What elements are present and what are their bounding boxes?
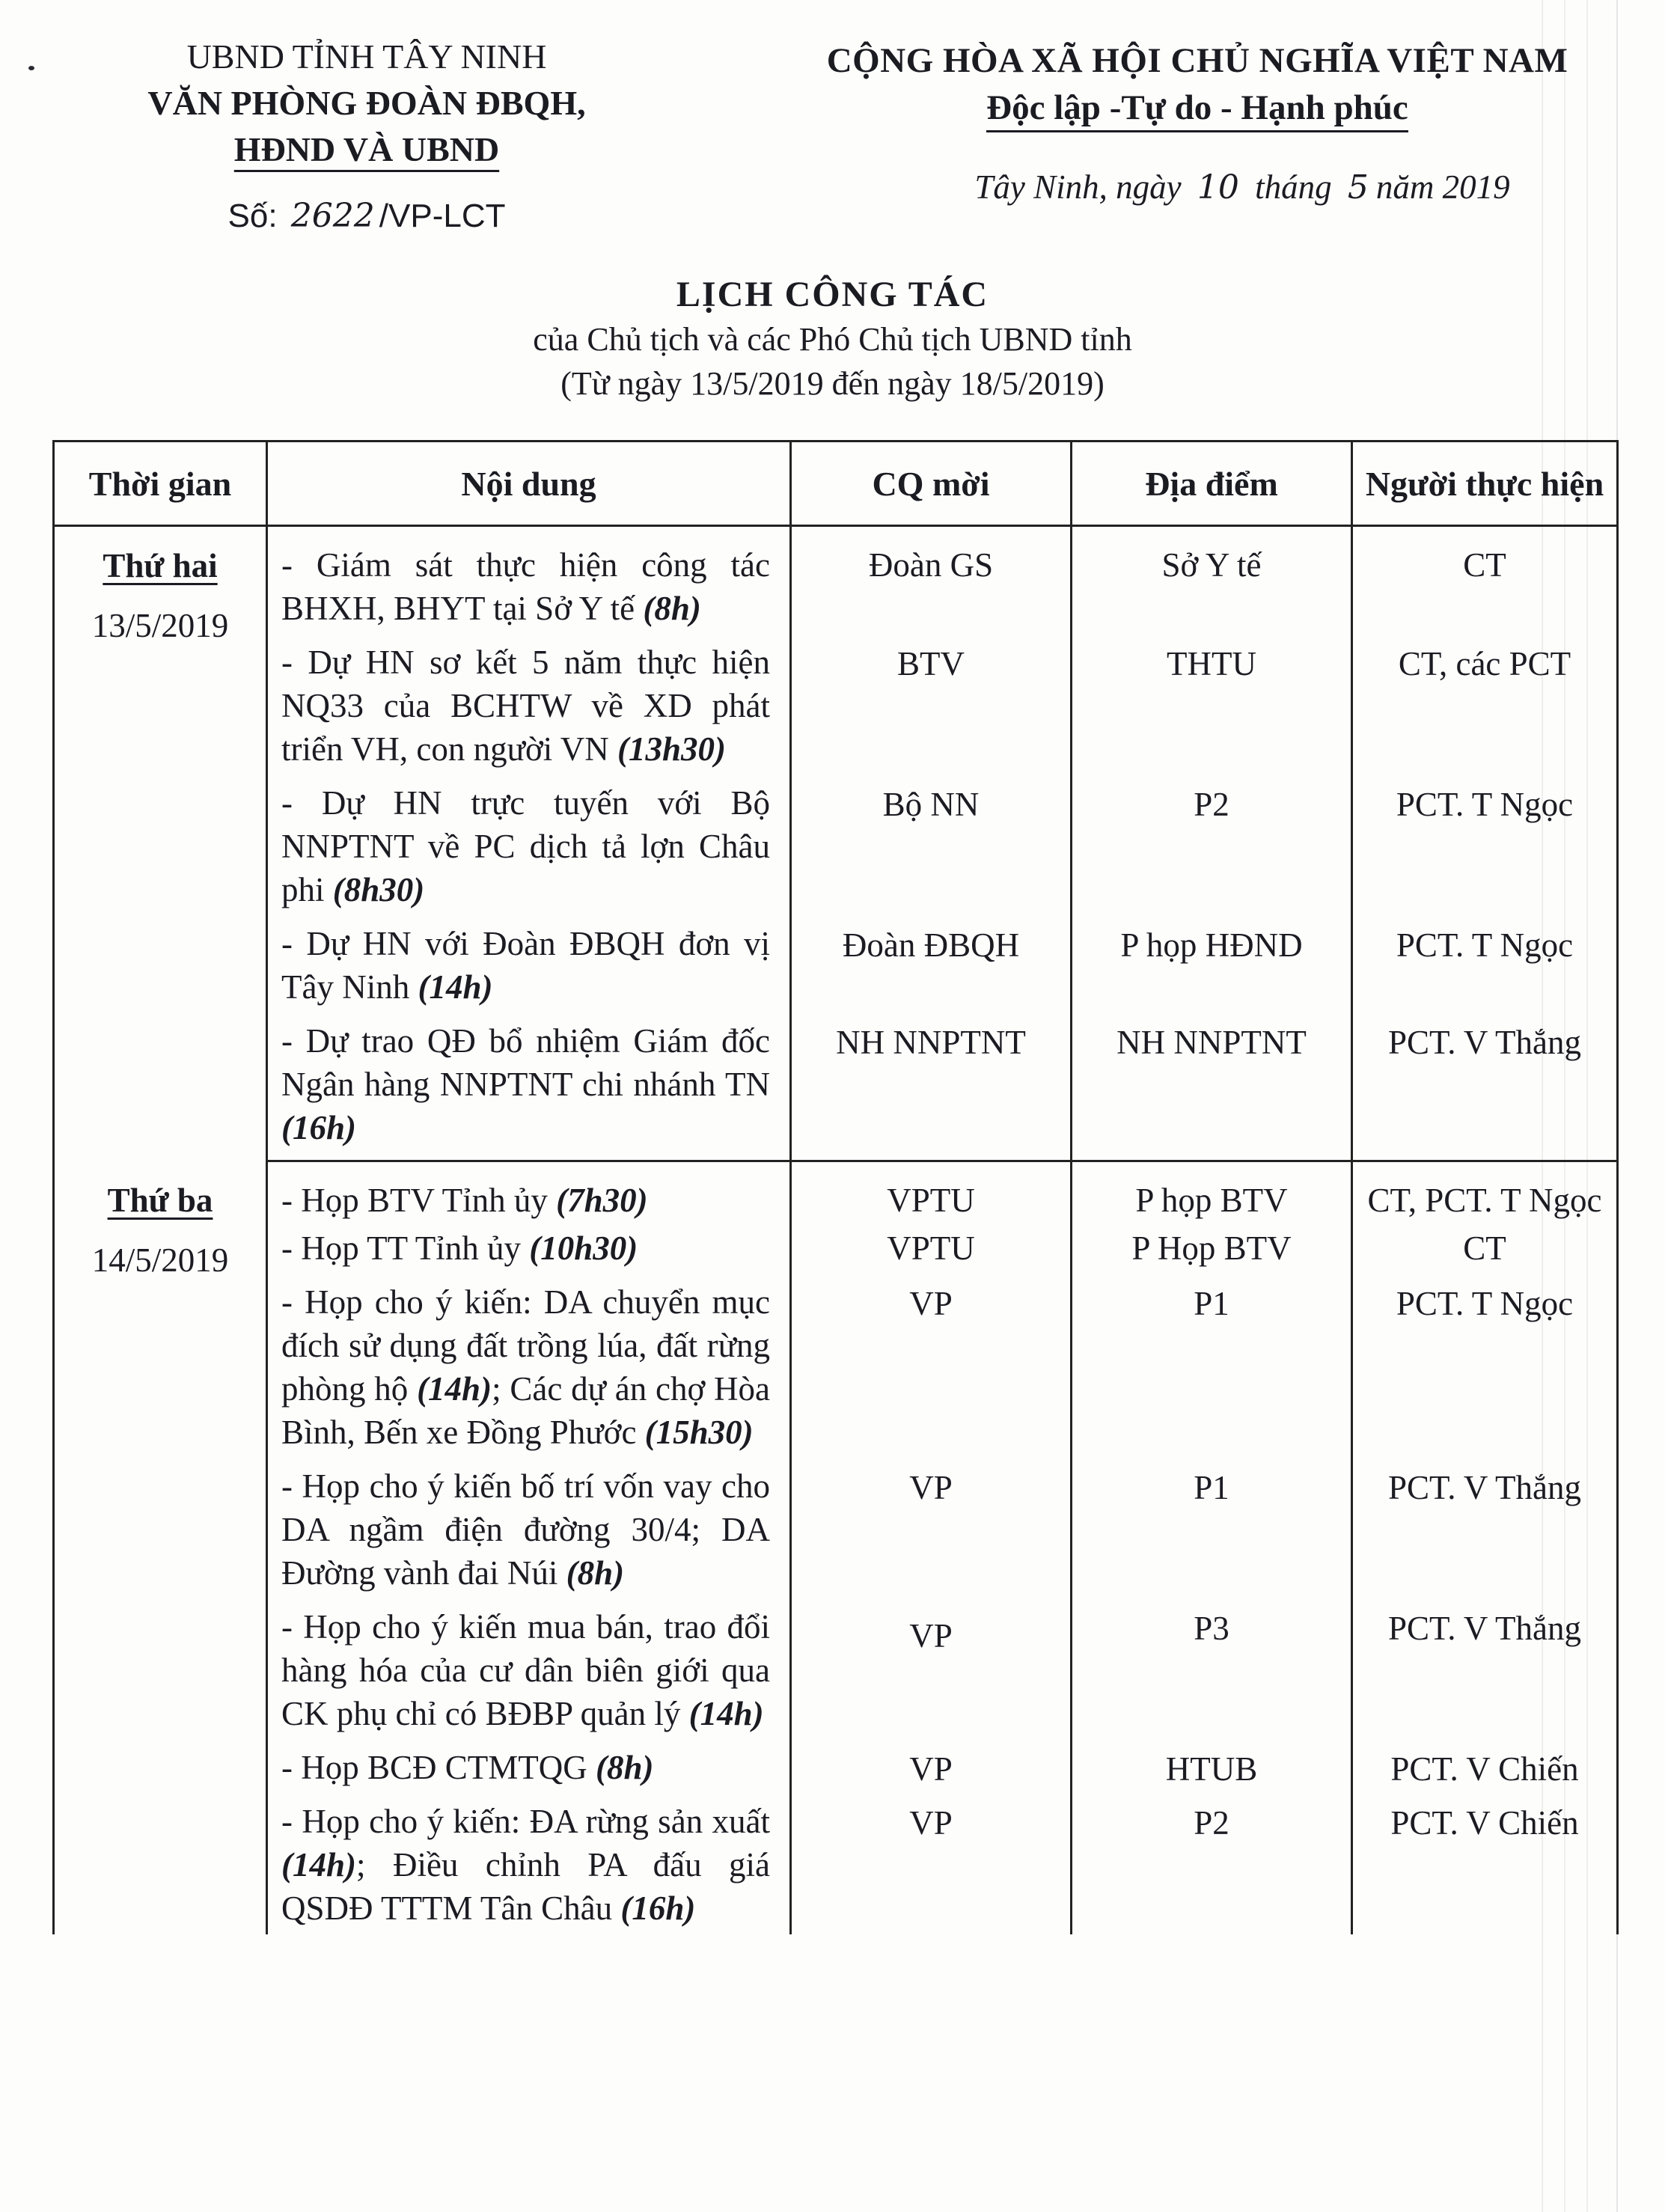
task-inviter: VP	[791, 1794, 1072, 1934]
table-row	[54, 775, 1618, 916]
task-performer: PCT. T Ngọc	[1352, 775, 1618, 916]
task-content: - Họp BTV Tỉnh ủy (7h30)	[267, 1161, 791, 1227]
task-location: P1	[1072, 1458, 1352, 1599]
task-performer: PCT. T Ngọc	[1352, 916, 1618, 1013]
table-row	[54, 1458, 1618, 1599]
task-performer: CT, các PCT	[1352, 635, 1618, 775]
task-performer: PCT. V Thắng	[1352, 1458, 1618, 1599]
task-location: P3	[1072, 1599, 1352, 1740]
date-prefix: Tây Ninh, ngày	[974, 168, 1182, 206]
task-location: THTU	[1072, 635, 1352, 775]
day-name: Thứ ba	[107, 1181, 213, 1219]
date-year: năm 2019	[1375, 168, 1510, 206]
task-inviter: VP	[791, 1740, 1072, 1794]
task-location: P họp BTV	[1072, 1161, 1352, 1227]
task-performer: PCT. V Chiến	[1352, 1794, 1618, 1934]
day-cell	[54, 1161, 267, 1935]
task-content: - Dự HN với Đoàn ĐBQH đơn vị Tây Ninh (14h)	[267, 916, 791, 1013]
scan-speck	[28, 66, 34, 70]
task-content: - Giám sát thực hiện công tác BHXH, BHYT tại Sở Y tế (8h)	[267, 526, 791, 635]
task-inviter: Bộ NN	[791, 775, 1072, 916]
task-location: HTUB	[1072, 1740, 1352, 1794]
task-inviter: VP	[791, 1458, 1072, 1599]
task-performer: CT	[1352, 526, 1618, 635]
task-time: (14h)	[417, 1370, 492, 1408]
task-performer: PCT. V Chiến	[1352, 1740, 1618, 1794]
issuer-province: UBND TỈNH TÂY NINH	[186, 37, 547, 76]
task-time: (14h)	[688, 1695, 764, 1732]
table-row	[54, 1013, 1618, 1161]
table-row	[54, 916, 1618, 1013]
table-row	[54, 1599, 1618, 1740]
task-time: (16h)	[620, 1889, 696, 1927]
motto: Độc lập -Tự do - Hạnh phúc	[778, 84, 1616, 132]
table-row	[54, 635, 1618, 775]
task-location: P2	[1072, 775, 1352, 916]
day-date: 13/5/2019	[91, 607, 229, 644]
task-location: P Họp BTV	[1072, 1226, 1352, 1274]
task-time: (14h)	[281, 1846, 356, 1883]
task-content: - Họp BCĐ CTMTQG (8h)	[267, 1740, 791, 1794]
task-location: NH NNPTNT	[1072, 1013, 1352, 1161]
task-time: (8h)	[596, 1749, 654, 1786]
date-month-label: tháng	[1255, 168, 1332, 206]
national-motto-block	[778, 37, 1616, 207]
day-cell	[54, 526, 267, 1161]
day-date: 14/5/2019	[91, 1241, 229, 1279]
task-performer: CT, PCT. T Ngọc	[1352, 1161, 1618, 1227]
header-performer: Người thực hiện	[1352, 442, 1618, 526]
date-month: 5	[1347, 168, 1369, 207]
task-inviter: VPTU	[791, 1226, 1072, 1274]
task-location: Sở Y tế	[1072, 526, 1352, 635]
table-row	[54, 1161, 1618, 1227]
so-number-handwritten: 2622	[290, 197, 375, 235]
task-content: - Họp cho ý kiến: ĐA rừng sản xuất (14h); Điều chỉnh PA đấu giá QSDĐ TTTM Tân Châu (16h)	[267, 1794, 791, 1934]
issuer-office: VĂN PHÒNG ĐOÀN ĐBQH,	[147, 84, 586, 122]
task-time: (15h30)	[644, 1414, 754, 1451]
issuer-office-line2: HĐND VÀ UBND	[233, 130, 500, 168]
so-suffix: /VP-LCT	[379, 198, 506, 234]
issuer-block	[112, 34, 621, 235]
header-location: Địa điểm	[1072, 442, 1352, 526]
task-content: - Họp cho ý kiến: DA chuyển mục đích sử dụng đất trồng lúa, đất rừng phòng hộ (14h); Các dự án chợ Hòa Bình, Bến xe Đồng Phước (15h30)	[267, 1274, 791, 1458]
day-name: Thứ hai	[103, 547, 218, 584]
task-content: - Họp cho ý kiến mua bán, trao đổi hàng hóa của cư dân biên giới qua CK phụ chỉ có BĐBP quản lý (14h)	[267, 1599, 791, 1740]
table-row	[54, 1274, 1618, 1458]
table-row	[54, 526, 1618, 635]
document-subtitle: của Chủ tịch và các Phó Chủ tịch UBND tỉnh	[533, 321, 1132, 358]
task-time: (10h30)	[529, 1229, 638, 1267]
task-location: P1	[1072, 1274, 1352, 1458]
task-time: (16h)	[281, 1109, 356, 1146]
so-label: Số:	[227, 198, 278, 234]
table-row	[54, 1226, 1618, 1274]
task-location: P họp HĐND	[1072, 916, 1352, 1013]
country-name: CỘNG HÒA XÃ HỘI CHỦ NGHĨA VIỆT NAM	[826, 41, 1568, 80]
task-performer: PCT. V Thắng	[1352, 1599, 1618, 1740]
header-inviter: CQ mời	[791, 442, 1072, 526]
task-content: - Dự HN trực tuyến với Bộ NNPTNT về PC dịch tả lợn Châu phi (8h30)	[267, 775, 791, 916]
task-performer: PCT. V Thắng	[1352, 1013, 1618, 1161]
task-time: (7h30)	[556, 1182, 648, 1219]
table-row	[54, 1740, 1618, 1794]
task-time: (8h)	[566, 1554, 625, 1592]
task-time: (8h)	[643, 590, 701, 627]
task-inviter: VP	[791, 1274, 1072, 1458]
task-content: - Dự trao QĐ bổ nhiệm Giám đốc Ngân hàng NNPTNT chi nhánh TN (16h)	[267, 1013, 791, 1161]
issue-date	[778, 168, 1616, 207]
task-performer: CT	[1352, 1226, 1618, 1274]
task-inviter: VP	[791, 1599, 1072, 1740]
task-location: P2	[1072, 1794, 1352, 1934]
document-title-block	[0, 272, 1665, 406]
task-inviter: NH NNPTNT	[791, 1013, 1072, 1161]
schedule-table	[52, 440, 1619, 1934]
task-time: (14h)	[418, 968, 493, 1006]
header-time: Thời gian	[54, 442, 267, 526]
task-time: (13h30)	[617, 730, 726, 768]
task-performer: PCT. T Ngọc	[1352, 1274, 1618, 1458]
task-content: - Họp TT Tỉnh ủy (10h30)	[267, 1226, 791, 1274]
task-content: - Dự HN sơ kết 5 năm thực hiện NQ33 của BCHTW về XD phát triển VH, con người VN (13h30)	[267, 635, 791, 775]
table-row	[54, 1794, 1618, 1934]
task-inviter: Đoàn ĐBQH	[791, 916, 1072, 1013]
task-inviter: VPTU	[791, 1161, 1072, 1227]
date-day: 10	[1197, 168, 1239, 207]
table-header-row	[54, 442, 1618, 526]
date-range: (Từ ngày 13/5/2019 đến ngày 18/5/2019)	[560, 365, 1105, 402]
task-time: (8h30)	[332, 871, 425, 908]
document-title: LỊCH CÔNG TÁC	[676, 275, 989, 314]
task-inviter: Đoàn GS	[791, 526, 1072, 635]
header-content: Nội dung	[267, 442, 791, 526]
document-number	[112, 197, 621, 235]
task-inviter: BTV	[791, 635, 1072, 775]
task-content: - Họp cho ý kiến bố trí vốn vay cho DA ngầm điện đường 30/4; DA Đường vành đai Núi (8h)	[267, 1458, 791, 1599]
